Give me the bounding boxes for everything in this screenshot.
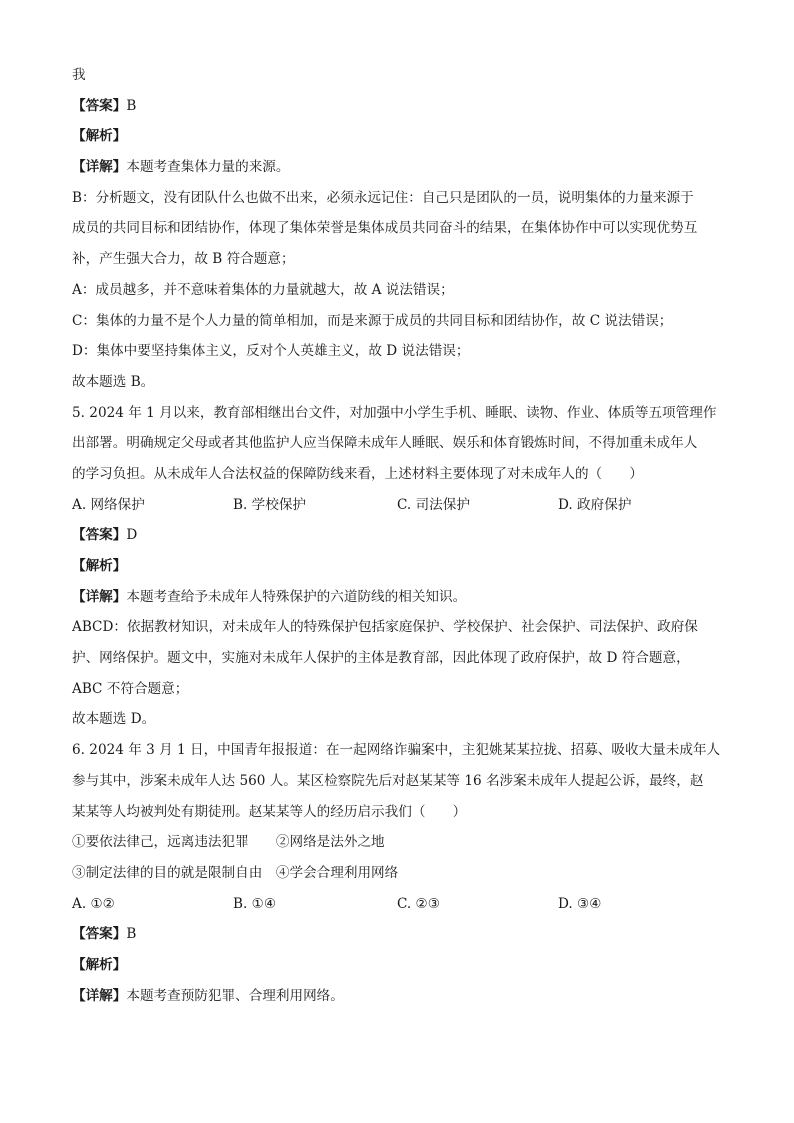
answer-value: B [126, 926, 137, 943]
q4-explanation-line: C：集体的力量不是个人力量的简单相加，而是来源于成员的共同目标和团结协作，故 C 说法错误； [72, 312, 673, 329]
detail-label: 【详解】 [72, 987, 127, 1004]
q4-explanation-line: D：集体中要坚持集体主义，反对个人英雄主义，故 D 说法错误； [72, 343, 470, 360]
detail-text: 本题考查给予未成年人特殊保护的六道防线的相关知识。 [126, 588, 467, 605]
detail-label: 【详解】 [72, 159, 127, 176]
q4-explanation-line: 成员的共同目标和团结协作，体现了集体荣誉是集体成员共同奋斗的结果，在集体协作中可以实现优势互 [72, 220, 698, 237]
q5-option-d: D. 政府保护 [558, 496, 632, 513]
q6-statements-line: ③制定法律的目的就是限制自由 ④学会合理利用网络 [72, 864, 399, 881]
q6-answer [72, 923, 732, 945]
detail-text: 本题考查集体力量的来源。 [126, 159, 290, 176]
q4-explanation-line: A：成员越多，并不意味着集体的力量就越大，故 A 说法错误； [72, 281, 454, 298]
q4-detail [72, 156, 732, 178]
q5-answer [72, 524, 732, 546]
q5-option-c: C. 司法保护 [397, 496, 470, 513]
q6-statements-line: ①要依法律己，远离违法犯罪 ②网络是法外之地 [72, 834, 385, 851]
q5-explanation-line: ABCD：依据教材知识，对未成年人的特殊保护包括家庭保护、学校保护、社会保护、司法保护、政府保 [72, 619, 698, 636]
q4-conclusion: 故本题选 B。 [72, 373, 155, 390]
detail-text: 本题考查预防犯罪、合理利用网络。 [126, 987, 344, 1004]
detail-label: 【详解】 [72, 588, 127, 605]
q6-option-b: B. ①④ [233, 895, 277, 912]
q6-detail [72, 985, 732, 1007]
q6-stem-line: 某某等人均被判处有期徒刑。赵某某等人的经历启示我们（ ） [72, 803, 467, 820]
q4-analysis-label: 【解析】 [72, 128, 127, 145]
answer-label: 【答案】 [72, 527, 127, 544]
q5-option-a: A. 网络保护 [72, 496, 145, 513]
answer-value: D [126, 527, 138, 544]
q6-option-a: A. ①② [72, 895, 115, 912]
q4-answer [72, 95, 732, 117]
q5-stem-line: 5. 2024 年 1 月以来，教育部相继出台文件，对加强中小学生手机、睡眠、读物、作业、体质等五项管理作 [72, 404, 717, 421]
q6-stem-line: 参与其中，涉案未成年人达 560 人。某区检察院先后对赵某某等 16 名涉案未成年人提起公诉，最终，赵 [72, 772, 704, 789]
q5-stem-line: 出部署。明确规定父母或者其他监护人应当保障未成年人睡眠、娱乐和体育锻炼时间，不得加重未成年人 [72, 435, 698, 452]
q6-option-c: C. ②③ [397, 895, 440, 912]
q5-analysis-label: 【解析】 [72, 558, 127, 574]
top-fragment: 我 [72, 67, 86, 83]
q5-detail [72, 586, 732, 608]
q6-analysis-label: 【解析】 [72, 956, 127, 973]
page-content [72, 64, 732, 1015]
q6-stem-line: 6. 2024 年 3 月 1 日，中国青年报报道：在一起网络诈骗案中，主犯姚某某拉拢、招募、吸收大量未成年人 [72, 742, 721, 759]
q4-explanation-line: B：分析题文，没有团队什么也做不出来，必须永远记住：自己只是团队的一员，说明集体的力量来源于 [72, 189, 694, 206]
answer-label: 【答案】 [72, 926, 127, 943]
q6-options [72, 893, 732, 915]
q5-explanation-line: ABC 不符合题意； [72, 680, 189, 697]
q5-explanation-line: 护、网络保护。题文中，实施对未成年人保护的主体是教育部，因此体现了政府保护，故 D 符合题意， [72, 650, 690, 667]
q6-option-d: D. ③④ [558, 895, 602, 912]
q5-option-b: B. 学校保护 [233, 496, 307, 513]
q5-conclusion: 故本题选 D。 [72, 711, 156, 728]
q5-options [72, 494, 732, 516]
answer-value: B [126, 97, 137, 114]
q5-stem-line: 的学习负担。从未成年人合法权益的保障防线来看，上述材料主要体现了对未成年人的（ ） [72, 465, 643, 482]
q4-explanation-line: 补，产生强大合力，故 B 符合题意； [72, 251, 295, 268]
answer-label: 【答案】 [72, 97, 127, 114]
